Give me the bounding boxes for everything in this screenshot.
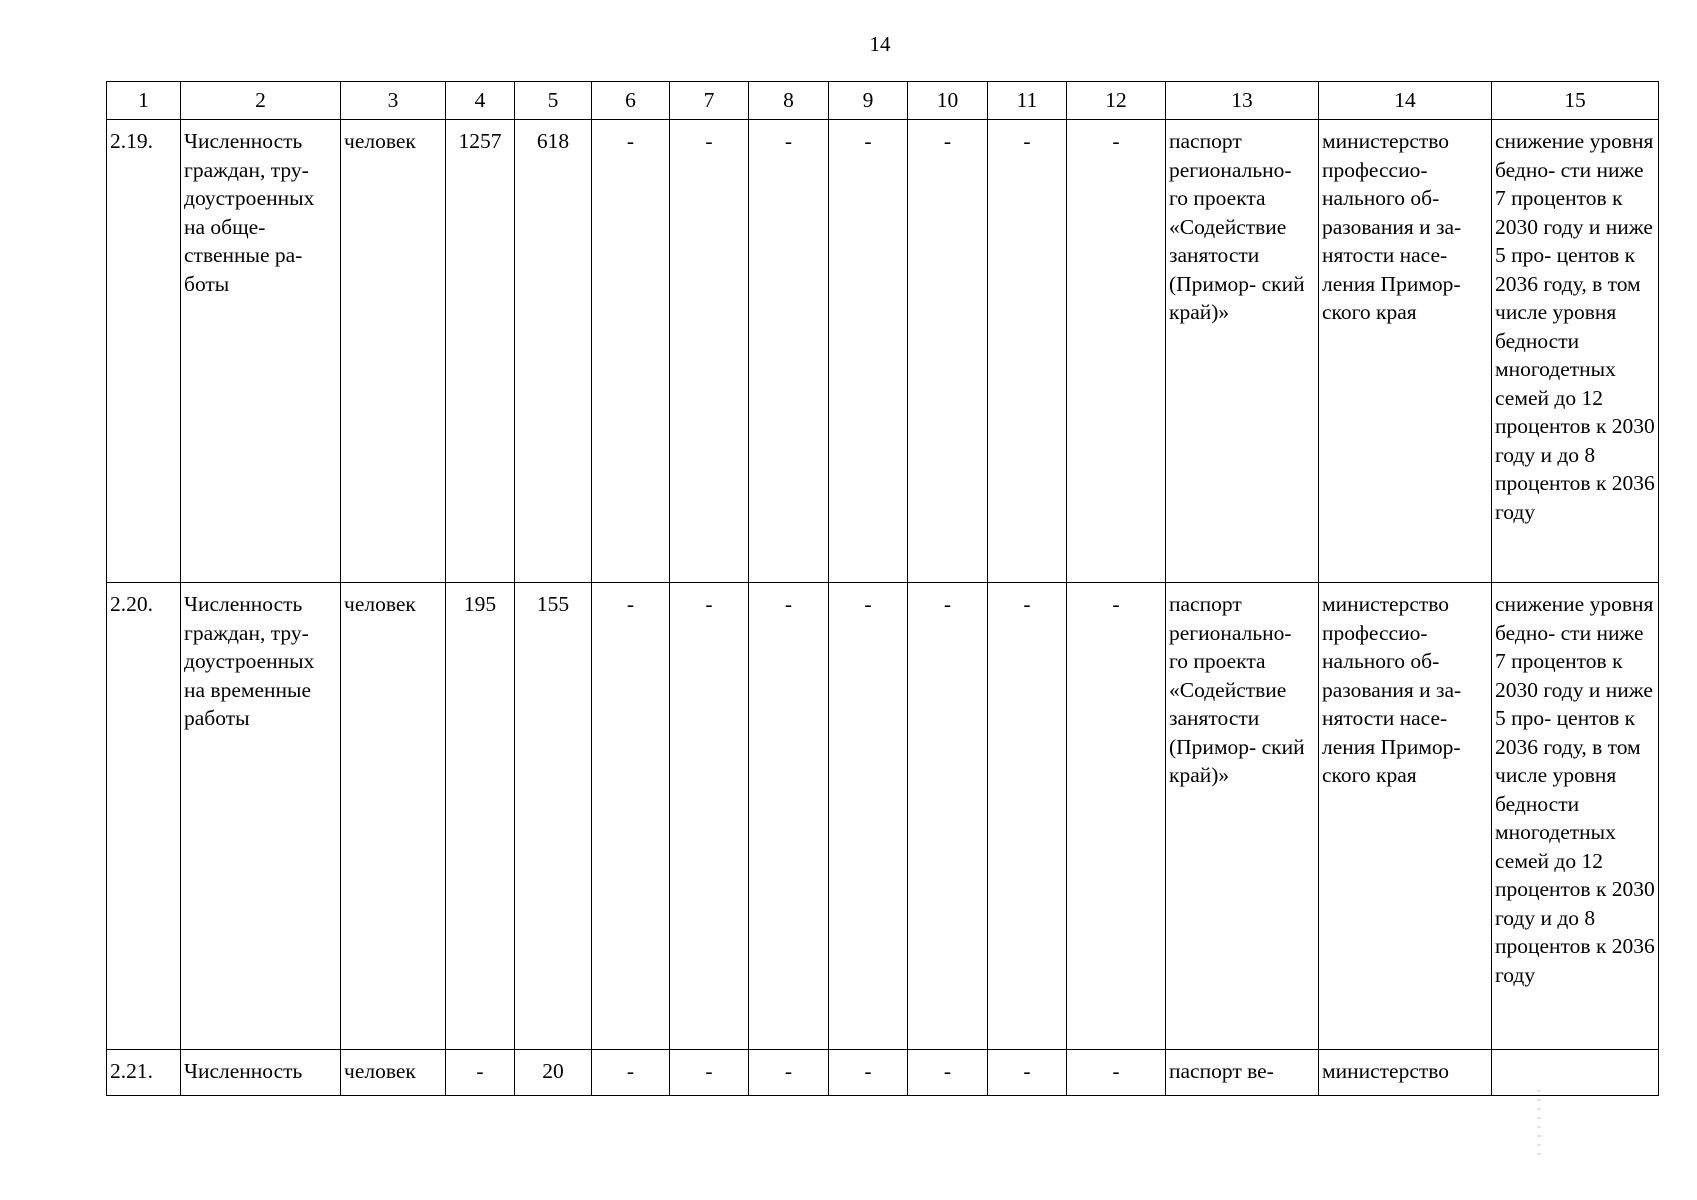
value-cell-7: - [670, 1050, 749, 1096]
value-cell-8: - [749, 583, 829, 1050]
responsible-body-cell: министерство [1319, 1050, 1492, 1096]
value-cell-10: - [908, 583, 988, 1050]
header-cell: 11 [988, 82, 1067, 120]
scan-artifact [1537, 1090, 1541, 1160]
header-cell: 1 [107, 82, 181, 120]
indicator-name-cell: Численность [181, 1050, 341, 1096]
value-cell-11: - [988, 1050, 1067, 1096]
value-cell-5: 155 [515, 583, 592, 1050]
indicators-table [106, 81, 1659, 1096]
header-cell: 5 [515, 82, 592, 120]
header-cell: 8 [749, 82, 829, 120]
header-cell: 15 [1492, 82, 1659, 120]
value-cell-12: - [1067, 1050, 1166, 1096]
row-number-cell: 2.19. [107, 120, 181, 583]
row-number-cell: 2.20. [107, 583, 181, 1050]
header-cell: 10 [908, 82, 988, 120]
value-cell-9: - [829, 1050, 908, 1096]
page-number: 14 [869, 32, 891, 56]
header-cell: 4 [446, 82, 515, 120]
indicator-name-cell: Численность граждан, тру- доустроенных на временные работы [181, 583, 341, 1050]
goal-link-cell [1492, 1050, 1659, 1096]
source-document-cell: паспорт регионально- го проекта «Содействие занятости (Примор- ский край)» [1166, 120, 1319, 583]
header-cell: 3 [341, 82, 446, 120]
header-cell: 9 [829, 82, 908, 120]
row-number-cell: 2.21. [107, 1050, 181, 1096]
value-cell-12: - [1067, 583, 1166, 1050]
value-cell-9: - [829, 120, 908, 583]
goal-link-cell: снижение уровня бедно- сти ниже 7 процентов к 2030 году и ниже 5 про- центов к 2036 году, в том числе уровня бедности многодетных семей до 12 процентов к 2030 году и до 8 процентов к 2036 году [1492, 583, 1659, 1050]
responsible-body-cell: министерство профессио- нального об- разования и за- нятости насе- ления Примор- ского края [1319, 120, 1492, 583]
header-cell: 12 [1067, 82, 1166, 120]
value-cell-4: 1257 [446, 120, 515, 583]
unit-cell: человек [341, 120, 446, 583]
table-header-row [107, 82, 1659, 120]
value-cell-7: - [670, 120, 749, 583]
table-row [107, 583, 1659, 1050]
value-cell-9: - [829, 583, 908, 1050]
value-cell-7: - [670, 583, 749, 1050]
value-cell-11: - [988, 120, 1067, 583]
value-cell-8: - [749, 1050, 829, 1096]
value-cell-12: - [1067, 120, 1166, 583]
header-cell: 6 [592, 82, 670, 120]
unit-cell: человек [341, 1050, 446, 1096]
value-cell-5: 618 [515, 120, 592, 583]
header-cell: 7 [670, 82, 749, 120]
responsible-body-cell: министерство профессио- нального об- разования и за- нятости насе- ления Примор- ского края [1319, 583, 1492, 1050]
value-cell-6: - [592, 120, 670, 583]
goal-link-cell: снижение уровня бедно- сти ниже 7 процентов к 2030 году и ниже 5 про- центов к 2036 году, в том числе уровня бедности многодетных семей до 12 процентов к 2030 году и до 8 процентов к 2036 году [1492, 120, 1659, 583]
value-cell-4: - [446, 1050, 515, 1096]
indicator-name-cell: Численность граждан, тру- доустроенных на обще- ственные ра- боты [181, 120, 341, 583]
value-cell-10: - [908, 1050, 988, 1096]
table-row [107, 120, 1659, 583]
value-cell-6: - [592, 1050, 670, 1096]
value-cell-6: - [592, 583, 670, 1050]
header-cell: 2 [181, 82, 341, 120]
source-document-cell: паспорт ве- [1166, 1050, 1319, 1096]
header-cell: 13 [1166, 82, 1319, 120]
table-row [107, 1050, 1659, 1096]
value-cell-5: 20 [515, 1050, 592, 1096]
value-cell-11: - [988, 583, 1067, 1050]
header-cell: 14 [1319, 82, 1492, 120]
source-document-cell: паспорт регионально- го проекта «Содействие занятости (Примор- ский край)» [1166, 583, 1319, 1050]
unit-cell: человек [341, 583, 446, 1050]
value-cell-4: 195 [446, 583, 515, 1050]
value-cell-8: - [749, 120, 829, 583]
value-cell-10: - [908, 120, 988, 583]
